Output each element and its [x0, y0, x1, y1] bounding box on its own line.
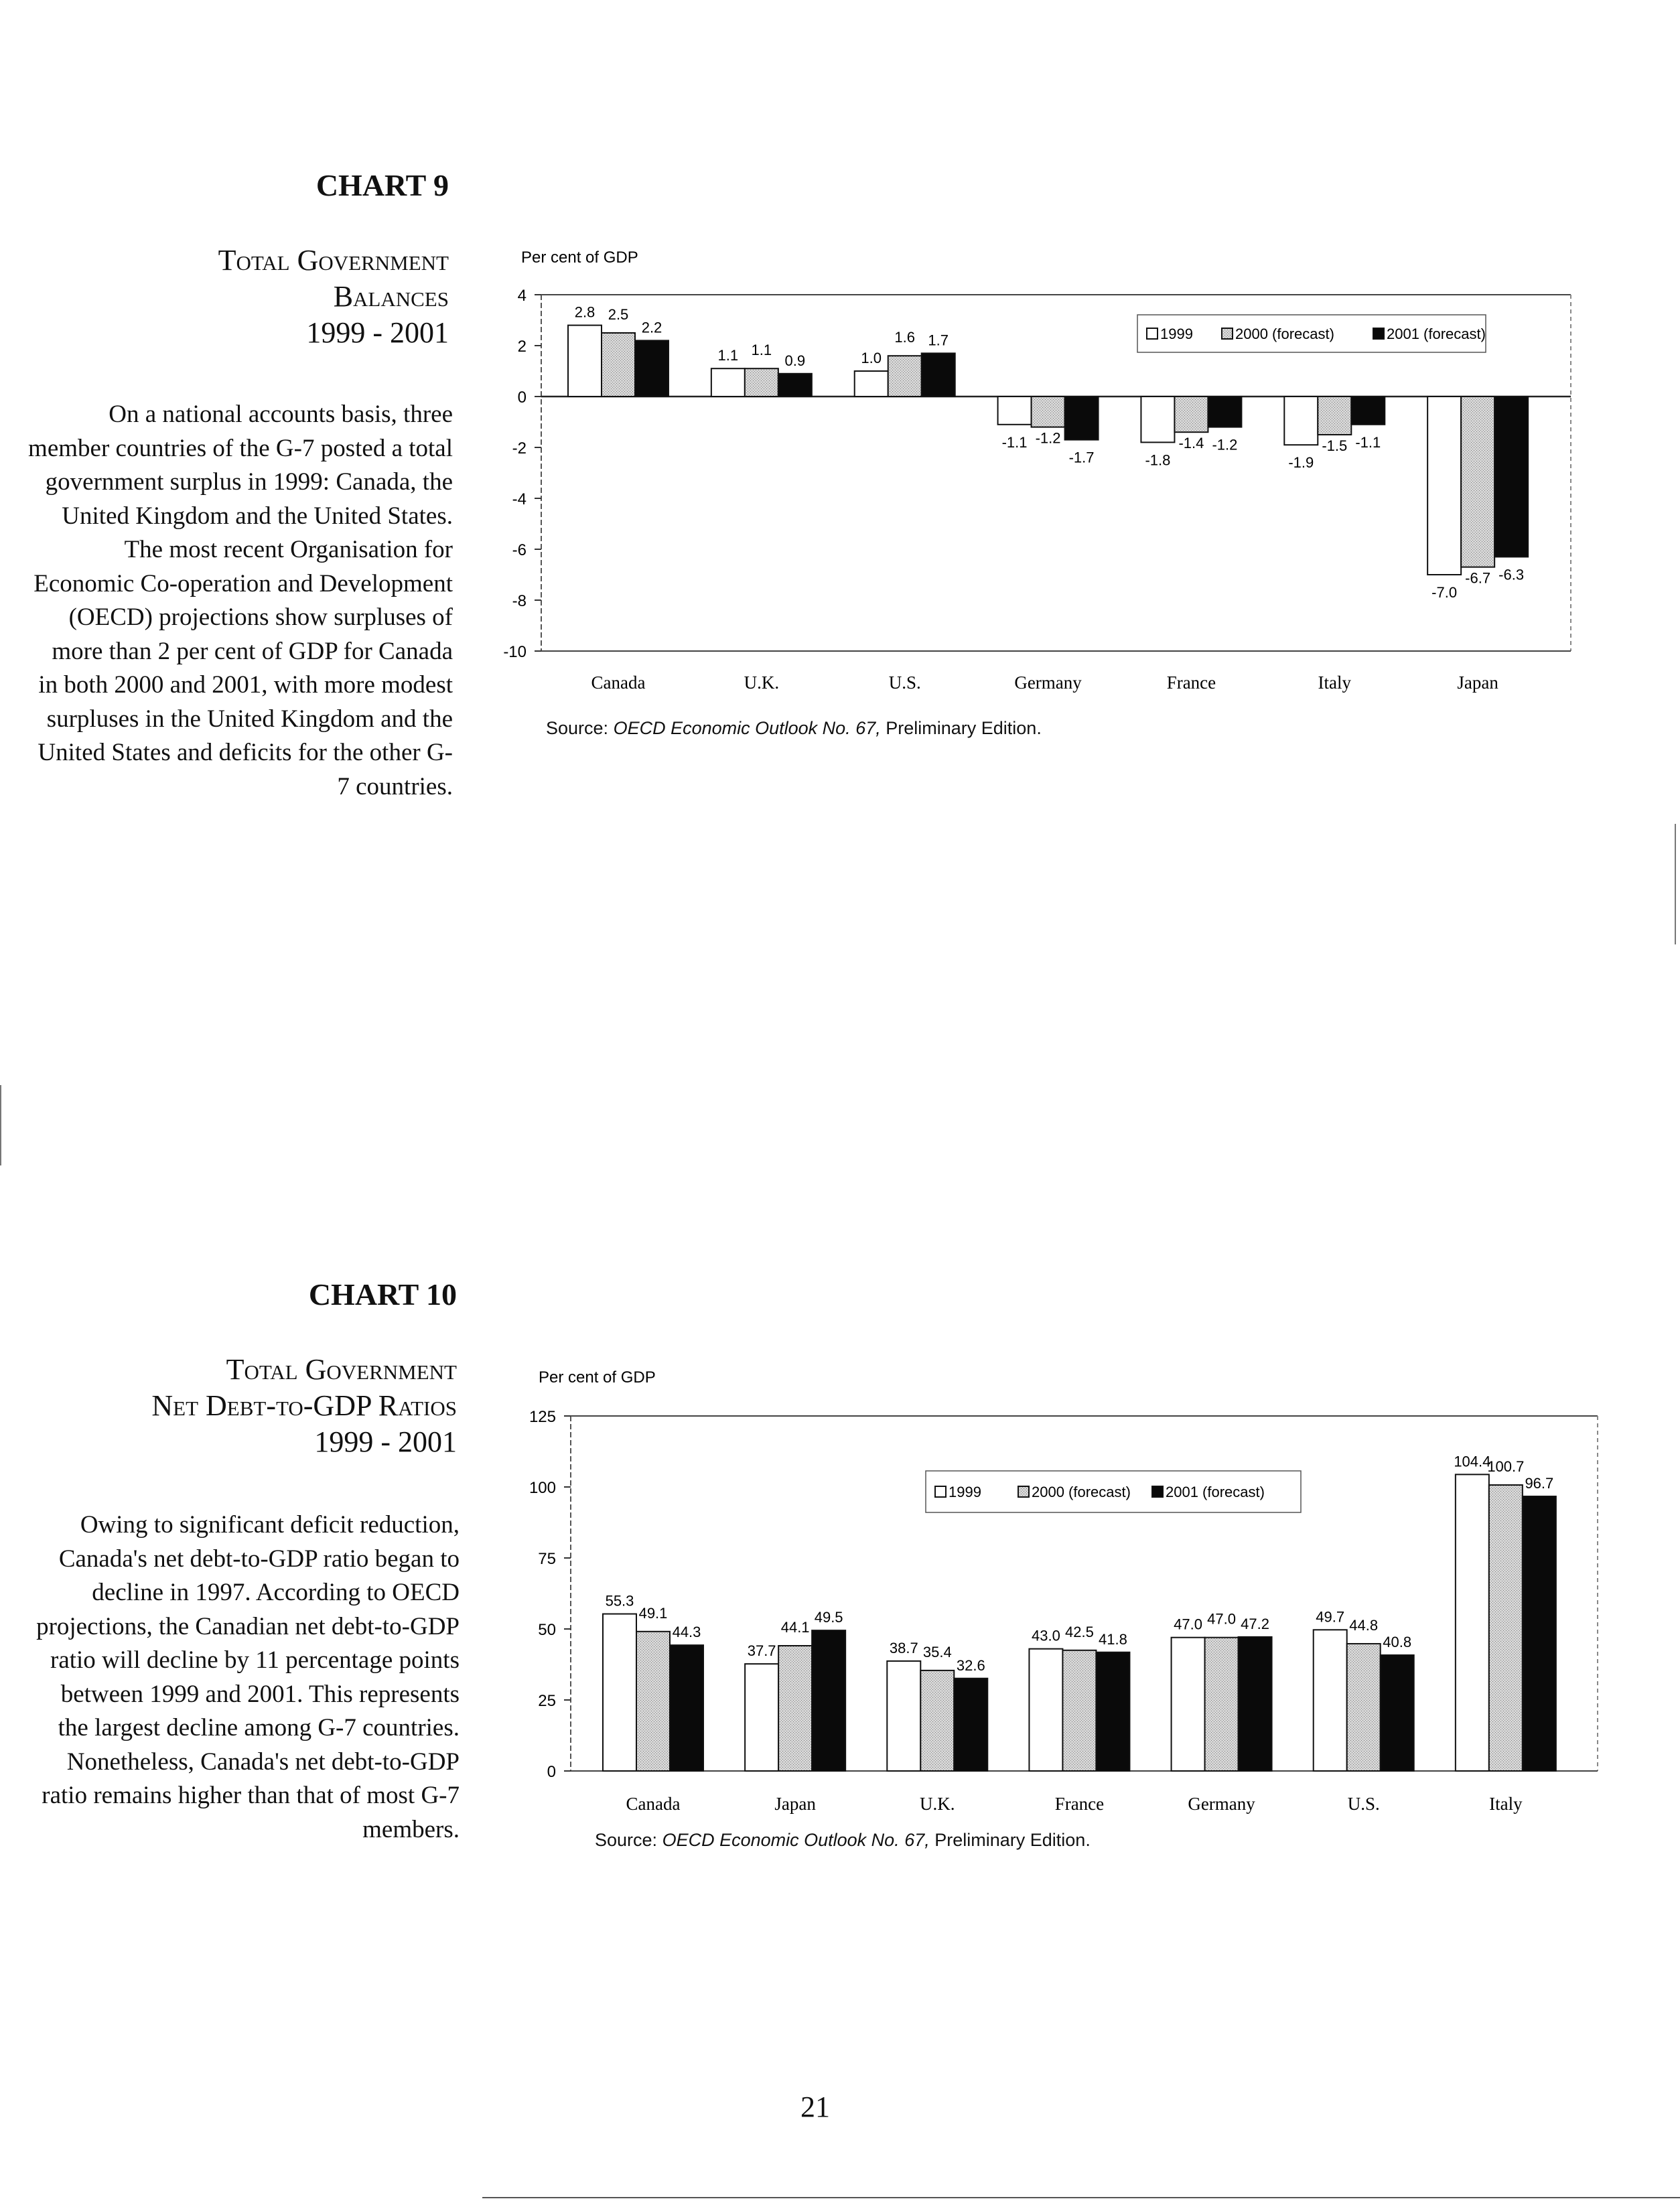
- chart9-body-text: On a national accounts basis, three member countries of the G-7 posted a total government surplus in 1999: Canada, the United Kingdom and the United States. The most recent Organisation for Economic Co-operation and Development (OECD) projections show surpluses of more than 2 per cent of GDP for Canada in both 2000 and 2001, with more modest surpluses in the United Kingdom and the United States and deficits for the other G-7 countries.: [28, 401, 453, 800]
- c10-data-label: 49.5: [814, 1609, 843, 1626]
- chart10-title-line2: Net Debt-to-GDP Ratios: [151, 1389, 457, 1422]
- c9-y-tick-label: -2: [512, 439, 527, 457]
- c9-bar-canada-s0: [568, 326, 602, 397]
- c9-legend-swatch-s0: [1147, 328, 1158, 339]
- chart9-title-line1: Total Government: [218, 244, 449, 277]
- c10-bar-italy-s0: [1456, 1474, 1489, 1771]
- c10-data-label: 49.7: [1316, 1608, 1345, 1626]
- c10-bar-uk-s2: [954, 1679, 987, 1771]
- c10-bar-france-s0: [1029, 1649, 1062, 1771]
- c9-bar-italy-s0: [1284, 397, 1318, 445]
- c9-data-label: 2.8: [574, 303, 596, 321]
- c9-bar-germany-s2: [1065, 397, 1099, 440]
- c10-data-label: 49.1: [638, 1604, 668, 1622]
- c10-data-label: 96.7: [1525, 1474, 1554, 1492]
- c10-category-label-italy: Italy: [1489, 1794, 1523, 1814]
- c9-data-label: -1.2: [1035, 429, 1061, 447]
- c9-data-label: 1.7: [928, 332, 949, 349]
- c9-data-label: -6.3: [1498, 566, 1525, 583]
- c9-bar-france-s1: [1174, 397, 1208, 432]
- c10-legend-swatch-s2: [1152, 1486, 1163, 1497]
- chart10-title-line3: 1999 - 2001: [314, 1425, 457, 1458]
- c9-data-label: 0.9: [784, 352, 806, 369]
- c9-data-label: -1.9: [1288, 454, 1314, 472]
- page-number: 21: [800, 2090, 830, 2123]
- c9-category-label-uk: U.K.: [744, 672, 780, 693]
- c9-y-axis-label: Per cent of GDP: [521, 248, 638, 267]
- c9-y-tick-label: 0: [517, 388, 527, 407]
- c10-data-label: 104.4: [1454, 1453, 1491, 1470]
- c10-legend-swatch-s0: [935, 1486, 946, 1497]
- c10-bar-us-s0: [1314, 1630, 1347, 1771]
- chart10-source: [595, 1830, 1091, 1851]
- c9-data-label: 1.6: [894, 329, 916, 346]
- c10-bar-germany-s0: [1172, 1638, 1205, 1771]
- c9-bar-us-s0: [855, 371, 888, 397]
- page-left-edge-mark: [0, 1085, 1, 1165]
- c9-data-label: 1.1: [751, 342, 772, 359]
- c10-bar-japan-s0: [745, 1664, 778, 1771]
- c9-y-tick-label: 2: [517, 338, 527, 356]
- c9-category-label-japan: Japan: [1457, 672, 1498, 693]
- c9-bar-japan-s2: [1494, 397, 1528, 557]
- c9-bar-italy-s1: [1318, 397, 1351, 435]
- c9-data-label: 2.2: [641, 319, 662, 336]
- c10-bar-italy-s2: [1523, 1496, 1556, 1771]
- chart9-source-prefix: Source:: [546, 718, 614, 738]
- c10-category-label-germany: Germany: [1188, 1794, 1255, 1814]
- c10-data-label: 55.3: [605, 1592, 634, 1610]
- c9-data-label: -1.7: [1068, 449, 1095, 466]
- chart10-title: [54, 1352, 457, 1460]
- c9-legend-swatch-s1: [1222, 328, 1233, 339]
- c10-bar-japan-s2: [812, 1630, 845, 1771]
- c10-data-label: 44.1: [780, 1619, 810, 1636]
- c10-data-label: 44.3: [672, 1624, 701, 1641]
- c9-bar-canada-s2: [635, 340, 669, 397]
- c9-bar-germany-s1: [1032, 397, 1065, 427]
- c9-data-label: 1.0: [861, 350, 882, 366]
- c10-data-label: 32.6: [956, 1656, 985, 1674]
- c9-y-tick-label: -10: [503, 643, 527, 661]
- c9-bar-us-s1: [888, 356, 922, 397]
- c10-category-label-canada: Canada: [626, 1794, 681, 1814]
- c9-data-label: -6.7: [1465, 569, 1491, 587]
- c10-data-label: 37.7: [747, 1642, 776, 1660]
- c9-data-label: -1.8: [1145, 451, 1171, 469]
- chart9-source-title: OECD Economic Outlook No. 67,: [613, 718, 881, 738]
- c9-data-label: -1.2: [1212, 436, 1238, 453]
- c10-y-tick-label: 100: [529, 1479, 556, 1497]
- c9-bar-france-s0: [1141, 397, 1174, 442]
- c10-category-label-us: U.S.: [1347, 1794, 1380, 1814]
- c9-y-tick-label: -8: [512, 592, 527, 610]
- c9-bar-italy-s2: [1351, 397, 1385, 425]
- c10-bar-us-s1: [1347, 1644, 1381, 1771]
- c10-data-label: 41.8: [1099, 1630, 1127, 1648]
- c9-bar-germany-s0: [998, 397, 1032, 425]
- c10-legend-label-s0: 1999: [949, 1484, 981, 1500]
- chart9-title: [107, 242, 449, 351]
- c9-y-tick-label: 4: [517, 287, 527, 305]
- chart10-title-line1: Total Government: [226, 1353, 457, 1386]
- c10-bar-japan-s1: [778, 1646, 812, 1771]
- chart10-source-title: OECD Economic Outlook No. 67,: [662, 1830, 930, 1850]
- c10-y-tick-label: 0: [547, 1763, 556, 1781]
- page-right-edge-mark: [1675, 824, 1676, 944]
- c10-y-tick-label: 75: [538, 1550, 556, 1568]
- c10-legend-label-s1: 2000 (forecast): [1032, 1484, 1131, 1500]
- c10-legend-label-s2: 2001 (forecast): [1166, 1484, 1265, 1500]
- c9-bar-japan-s0: [1427, 397, 1461, 575]
- c9-category-label-germany: Germany: [1014, 672, 1082, 693]
- c10-category-label-japan: Japan: [774, 1794, 816, 1814]
- c10-bar-germany-s2: [1239, 1637, 1272, 1771]
- c10-y-tick-label: 50: [538, 1621, 556, 1639]
- c10-bar-us-s2: [1381, 1655, 1414, 1771]
- c10-data-label: 44.8: [1349, 1617, 1379, 1634]
- c9-bar-us-s2: [922, 353, 955, 397]
- c10-data-label: 47.0: [1174, 1616, 1202, 1633]
- c9-bar-uk-s2: [778, 374, 812, 397]
- c10-data-label: 100.7: [1487, 1458, 1525, 1476]
- chart9-heading: CHART 9: [316, 168, 449, 202]
- chart10-figure: [509, 1360, 1614, 1829]
- c9-data-label: -1.5: [1322, 437, 1348, 454]
- chart9-source-suffix: Preliminary Edition.: [880, 718, 1042, 738]
- c9-bar-uk-s1: [745, 368, 778, 397]
- chart10-source-prefix: Source:: [595, 1830, 662, 1850]
- c10-bar-canada-s2: [670, 1645, 703, 1771]
- c9-data-label: -7.0: [1431, 584, 1458, 601]
- c10-category-label-uk: U.K.: [920, 1794, 955, 1814]
- c9-bar-japan-s1: [1461, 397, 1494, 567]
- c9-legend-label-s0: 1999: [1160, 326, 1193, 342]
- c10-bar-italy-s1: [1489, 1485, 1523, 1771]
- c10-y-tick-label: 125: [529, 1408, 556, 1426]
- c10-bar-canada-s0: [603, 1614, 636, 1771]
- c9-legend-label-s1: 2000 (forecast): [1235, 326, 1334, 342]
- c9-data-label: -1.4: [1178, 435, 1204, 452]
- c9-legend-label-s2: 2001 (forecast): [1387, 326, 1486, 342]
- c10-data-label: 38.7: [889, 1639, 918, 1656]
- c9-bar-canada-s1: [602, 333, 635, 397]
- c10-y-tick-label: 25: [538, 1692, 556, 1710]
- c10-data-label: 35.4: [922, 1643, 952, 1660]
- c10-bar-france-s1: [1062, 1650, 1096, 1771]
- c9-category-label-us: U.S.: [888, 672, 921, 693]
- c10-data-label: 43.0: [1032, 1627, 1060, 1644]
- c9-category-label-italy: Italy: [1318, 672, 1352, 693]
- c10-data-label: 47.2: [1241, 1615, 1269, 1632]
- chart10-source-suffix: Preliminary Edition.: [929, 1830, 1091, 1850]
- c10-category-label-france: France: [1054, 1794, 1105, 1814]
- page-bottom-rule: [482, 2197, 1680, 2198]
- c9-data-label: -1.1: [1355, 433, 1381, 451]
- c9-y-tick-label: -4: [512, 490, 527, 508]
- c10-data-label: 47.0: [1207, 1610, 1236, 1628]
- c9-bar-uk-s0: [711, 368, 745, 397]
- c9-bar-france-s2: [1208, 397, 1241, 427]
- c9-category-label-canada: Canada: [591, 672, 646, 693]
- c9-data-label: 1.1: [717, 347, 739, 364]
- chart10-body-text: Owing to significant deficit reduction, Canada's net debt-to-GDP ratio began to decline in 1997. According to OECD projections, the Canadian net debt-to-GDP ratio will decline by 11 percentage points between 1999 and 2001. This represents the largest decline among G-7 countries. Nonetheless, Canada's net debt-to-GDP ratio remains higher than that of most G-7 members.: [36, 1511, 460, 1843]
- c10-bar-uk-s0: [887, 1661, 920, 1771]
- c10-bar-germany-s1: [1205, 1638, 1239, 1771]
- c9-y-tick-label: -6: [512, 541, 527, 559]
- chart10-heading: CHART 10: [308, 1277, 457, 1311]
- c9-data-label: 2.5: [608, 306, 629, 323]
- c9-category-label-france: France: [1166, 672, 1216, 693]
- c10-bar-france-s2: [1096, 1652, 1129, 1771]
- c10-legend-swatch-s1: [1018, 1486, 1029, 1497]
- chart9-title-line2: Balances: [333, 280, 449, 313]
- chart9-source: [546, 718, 1042, 739]
- c9-legend-swatch-s2: [1373, 328, 1384, 339]
- c10-bar-canada-s1: [636, 1632, 670, 1771]
- chart9-title-line3: 1999 - 2001: [306, 316, 449, 349]
- c10-bar-uk-s1: [920, 1670, 954, 1771]
- chart9-figure: [482, 241, 1588, 710]
- c10-data-label: 42.5: [1065, 1623, 1094, 1640]
- c9-data-label: -1.1: [1001, 433, 1028, 451]
- c10-data-label: 40.8: [1383, 1634, 1412, 1651]
- c10-y-axis-label: Per cent of GDP: [539, 1368, 656, 1386]
